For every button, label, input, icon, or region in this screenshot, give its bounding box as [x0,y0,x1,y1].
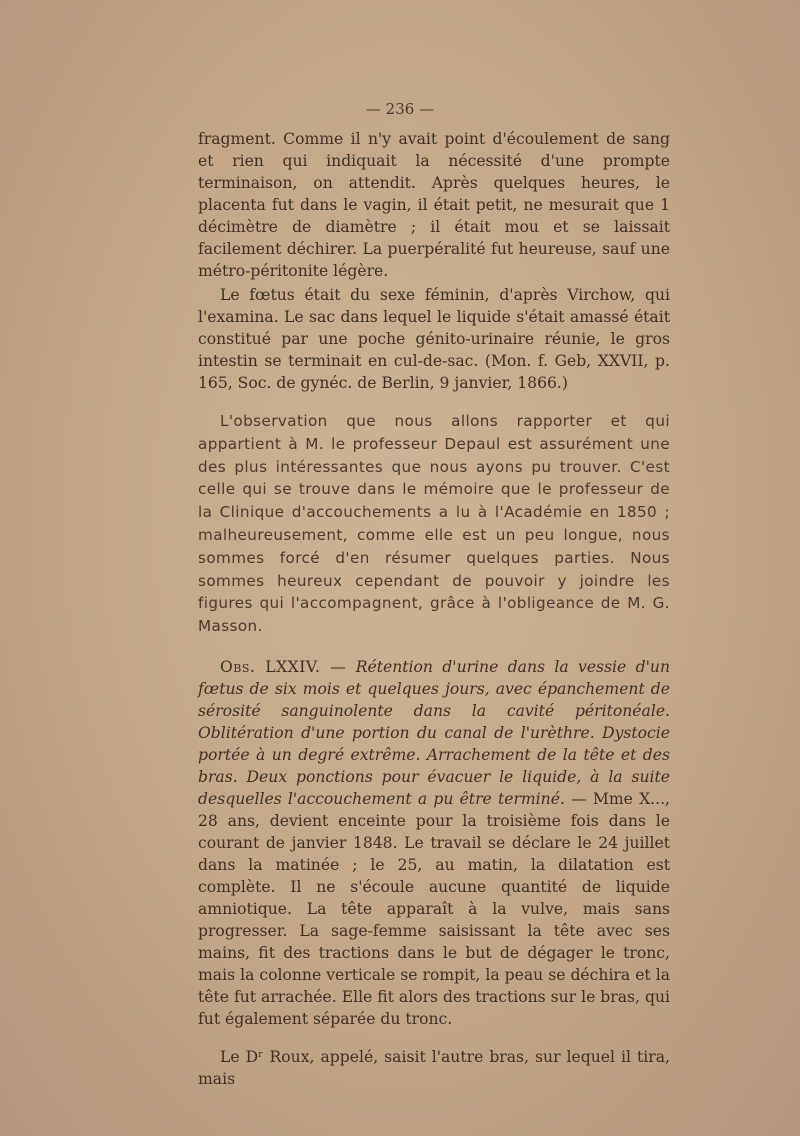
paragraph-foetus: Le fœtus était du sexe féminin, d'après Virchow, qui l'examina. Le sac dans lequel le liquide s'était amassé était constitué par une poche génito-urinaire réunie, le gros intestin se terminait en cul-de-sac. (Mon. f. Geb, XXVII, p. 165, Soc. de gynéc. de Berlin, 9 janvier, 1866.) [198,286,670,392]
observation-text: — Mme X..., 28 ans, devient enceinte pour la troisième fois dans le courant de janvier 1848. Le travail se déclare le 24 juillet dans la matinée ; le 25, au matin, la dilatation est complète. Il ne s'écoule aucune quantité de liquide amniotique. La tête apparaît à la vulve, mais sans progresser. La sage-femme saisissant la tête avec ses mains, fit des tractions dans le but de dégager le tronc, mais la colonne verticale se rompit, la peau se déchira et la tête fut arrachée. Elle fit alors des tractions sur le bras, qui fut également séparée du tronc. [198,789,670,1028]
paragraph-last-line: Le Dʳ Roux, appelé, saisit l'autre bras, sur lequel il tira, mais [198,1047,670,1088]
paragraph-fragment: fragment. Comme il n'y avait point d'écoulement de sang et rien qui indiquait la nécessité d'une prompte terminaison, on attendit. Après quelques heures, le placenta fut dans le vagin, il était petit, ne mesurait que 1 décimètre de diamètre ; il était mou et se laissait facilement déchirer. La puerpéralité fut heureuse, sauf une métro-péritonite légère. [198,130,670,280]
observation-title: Rétention d'urine dans la vessie d'un fœtus de six mois et quelques jours, avec épanchement de sérosité sanguinolente dans la cavité péritonéale. Oblitération d'une portion du canal de l'urèthre. Dystocie portée à un degré extrême. Arrachement de la tête et des bras. Deux ponctions pour évacuer le liquide, à la suite desquelles l'accouchement a pu être terminé. [198,657,670,808]
paragraph-observation-intro: L'observation que nous allons rapporter et qui appartient à M. le professeur Depaul est assurément une des plus intéressantes que nous ayons pu trouver. C'est celle qui se trouve dans le mémoire que le professeur de la Clinique d'accouchements a lu à l'Académie en 1850 ; malheureusement, comme elle est un peu longue, nous sommes forcé d'en résumer quelques parties. Nous sommes heureux cependant de pouvoir y joindre les figures qui l'accompagnent, grâce à l'obligeance de M. G. Masson. [198,412,670,636]
page-number: — 236 — [365,100,435,118]
body-text [198,128,670,1090]
observation-block [198,656,670,1030]
observation-label: Obs. LXXIV. — [220,657,347,676]
